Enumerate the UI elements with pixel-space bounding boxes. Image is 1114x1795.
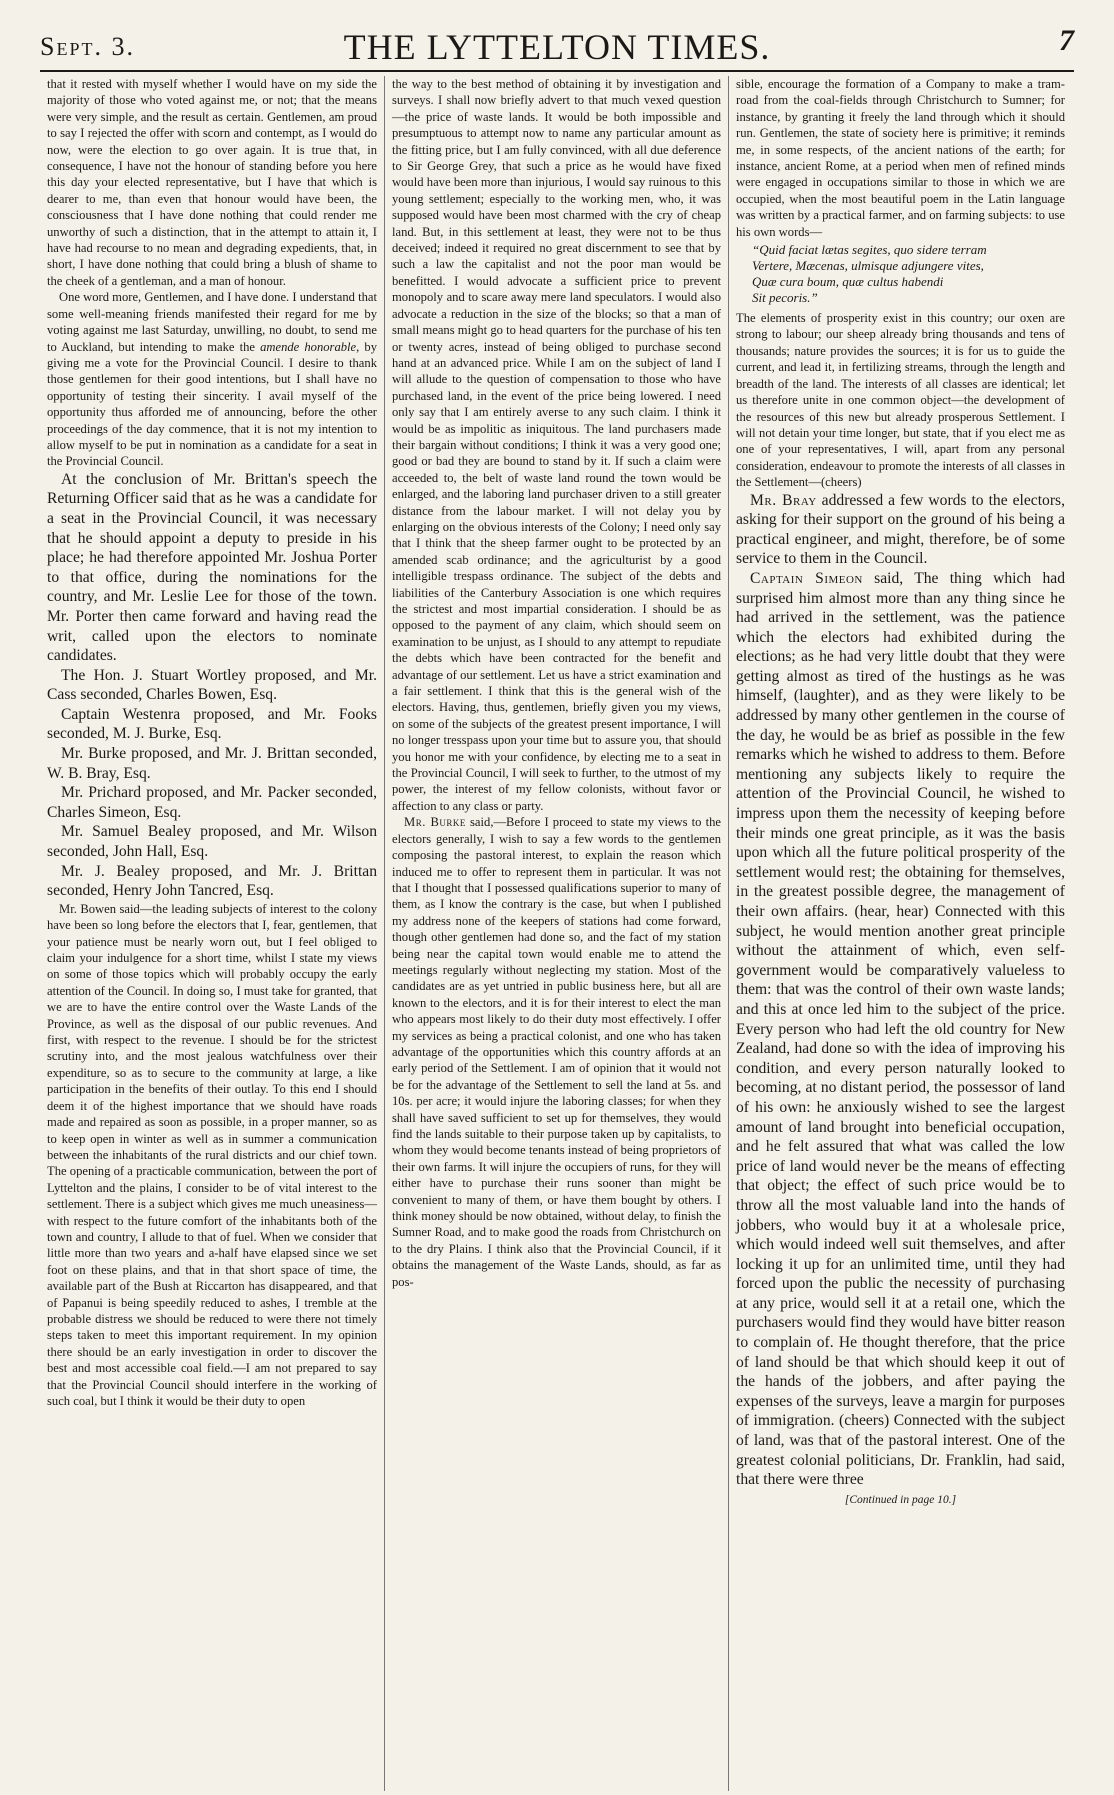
continued-speech xyxy=(736,76,1065,491)
paragraph: that it rested with myself whether I would have on my side the majority of those who voted against me, or not; that the means were very simple, and the result as certain. Gentlemen, am proud to say I rejected the offer with scorn and contempt, as I would do now, were the election to go over again. It is true that, in consequence, I have not the honour of standing before you here this day your elected representative, but I have that which is dearer to me, than even that honour would have been, the consciousness that I have done nothing that could render me unworthy of such a distinction, that in the attempt to attain it, I have had recourse to no mean and degrading expedients, that, in short, I have done nothing that could bring a blush of shame to the cheek of a gentleman, and a man of honour. xyxy=(47,77,377,288)
masthead xyxy=(40,24,1074,72)
nomination-line: Mr. Samuel Bealey proposed, and Mr. Wilson seconded, John Hall, Esq. xyxy=(47,823,377,861)
paragraph: At the conclusion of Mr. Brittan's speech the Returning Officer said that as he was a candidate for a seat in the Provincial Council, it was necessary that he should appoint a deputy to preside in his place; he had therefore appointed Mr. Joshua Porter to that office, during the nominations for the country, and Mr. Leslie Lee for those of the town. Mr. Porter then came forward and having read the writ, called upon the electors to nominate candidates. xyxy=(47,470,377,665)
nomination-line: Mr. J. Bealey proposed, and Mr. J. Brittan seconded, Henry John Tancred, Esq. xyxy=(47,862,377,900)
text-run: said, The thing which had surprised him almost more than any thing since he had arrived in the settlement, was the patience which the electors had exhibited during the elections; as he had very little doubt that they were getting almost as tired of the hustings as he was himself, (laughter), and as they were likely to be addressed by many other gentlemen in the course of the day, he would be as brief as possible in the few remarks which he wished to address to them. Before mentioning any subjects likely to require the attention of the Provincial Council, he wished to impress upon them the necessity of keeping before their minds one great principle, as it was the basis upon which all the future political prosperity of the settlement would rest; the obtaining for themselves, in the greatest possible degree, the management of their own affairs. (hear, hear) Connected with this subject, he would mention another great principle without the attainment of which, even self-government would be comparatively valueless to them: that was the control of their own waste lands; and this at once led him to the subject of the price. Every person who had left the old country for New Zealand, had done so with the idea of improving his condition, and every person naturally looked to becoming, at no distant period, the possessor of land of his own: he anxiously wished to see the largest amount of land brought into beneficial occupation, and he felt assured that what was called the low price of land would never be the means of effecting that object; the effect of such price would be to throw all the most valuable land into the hands of jobbers, who would buy it at a wholesale price, which would indeed well suit themselves, and after locking it up for an unlimited time, until they had forced upon the public the necessity of purchasing at any price, would sell it at a retail one, which the purchasers would find they would have bitter reason to complain of. He thought therefore, that the price of land should be that which should keep it out of the hands of the jobbers, and after paying the expenses of the surveys, leave a margin for purposes of immigration. (cheers) Connected with the subject of land, was that of the pastoral interest. One of the greatest colonial politicians, Dr. Franklin, had said, that there were three xyxy=(736,569,1065,1489)
paragraph: The elements of prosperity exist in this country; our oxen are strong to labour; our sheep already bring thousands and tens of thousands; nature provides the sources; it is for us to guide the current, and lead it, in fertilizing streams, through the length and breadth of the land. The interests of all classes are identical; let us therefore unite in one common object—the development of the resources of this new but already prosperous Settlement. I will not detain your time longer, but state, that if you elect me as one of your representatives, I will, apart from any personal consideration, endeavour to promote the interests of all classes in the Settlement—(cheers) xyxy=(736,311,1065,490)
newspaper-title: THE LYTTELTON TIMES. xyxy=(343,27,771,67)
paragraph xyxy=(47,289,377,469)
column-3 xyxy=(728,76,1072,1791)
quote-line: “Quid faciat lætas segites, quo sidere terram xyxy=(752,242,987,258)
speaker-name: Mr. Bray xyxy=(750,491,817,509)
paragraph: sible, encourage the formation of a Company to make a tram-road from the coal-fields through Christchurch to Sumner; for instance, by granting it freely the land through which it should run. Gentlemen, the state of society here is primitive; it reminds me, in some respects, of the ancient nations of the earth; for instance, ancient Rome, at a period when men of refined minds were engaged in occupations similar to those in which we are occupied, when the most beautiful poem in the Latin language was written by a practical farmer, and on farming subjects: to use his own words— xyxy=(736,77,1065,239)
article-columns xyxy=(40,76,1074,1791)
report-section xyxy=(47,470,377,901)
column-2 xyxy=(384,76,728,1791)
quote-line: Sit pecoris.” xyxy=(752,290,818,306)
page-number: 7 xyxy=(1059,24,1074,57)
italic-phrase: amende honorable xyxy=(260,339,357,354)
text-run: , by giving me a vote for the Provincial Council. I desire to thank those gentlemen for their good intentions, but I shall have no opportunity of testing their sincerity. I avail myself of the opportunity thus afforded me of announcing, before the other proceedings of the day commence, that it is not my intention to allow myself to be put in nomination as a candidate for a seat in the Provincial Council. xyxy=(47,339,377,469)
paragraph xyxy=(736,569,1065,1490)
continued-note: [Continued in page 10.] xyxy=(844,1493,957,1506)
quote-line: Quæ cura boum, quæ cultus habendi xyxy=(752,274,944,290)
paragraph xyxy=(392,814,721,1290)
report-section xyxy=(736,491,1065,1490)
latin-quotation xyxy=(736,240,1065,310)
paragraph xyxy=(736,491,1065,569)
text-run: said,—Before I proceed to state my views to the electors generally, I wish to say a few words to the gentlemen composing the pastoral interest, to explain the reason which induced me to offer to represent them in particular. It was not that I thought that I possessed qualifications superior to many of them, as I know the contrary is the case, but when I published my address none of the keepers of stations had come forward, though other gentlemen had done so, and the fact of my station being near the capital town would enable me to attend the meetings regularly without neglecting my station. Most of the candidates are as yet untried in public business here, but all are known to the electors, and it is for their interest to elect the man who appears most likely to do their duty most effectively. I offer my services as being a practical colonist, and one who has taken advantage of the opportunities which this country affords at an early period of the Settlement. I am of opinion that it would not be for the advantage of the Settlement to sell the land at 5s. and 10s. per acre; it would injure the laboring classes; for when they shall have saved sufficient to set up for themselves, they would find the lands suitable to their purpose taken up by capitalists, to whom they would become tenants instead of being proprietors of their own farms. It will injure the occupiers of runs, for they will either have to purchase their runs sooner than might be convenient to many of them, or have them bought by others. I think money should be now obtained, without delay, to finish the Sumner Road, and to make good the roads from Christchurch on to the dry Plains. I think also that the Provincial Council, if it obtains the management of the Waste Lands, should, as far as pos- xyxy=(392,815,721,1289)
paragraph: the way to the best method of obtaining it by investigation and surveys. I shall now briefly advert to that much vexed question—the price of waste lands. It would be both impossible and presumptuous to attempt now to name any particular amount as the fitting price, but I am fully convinced, with all due deference to Sir George Grey, that such a price as he would have fixed would have been more than injurious, I would say ruinous to this young settlement; especially to the working men, who, it was supposed would have been most charmed with the cry of cheap land. But, in this settlement at least, they were not to be thus deceived; indeed it required no great discernment to see that by such a law the capitalist and not the poor man would be benefitted. I would advocate a sufficient price to prevent monopoly and to scare away mere land speculators. I would also advocate a reduction in the size of the blocks; so that a man of small means might go to head quarters for the purchase of his ten or twenty acres, instead of being obliged to purchase second hand at an advanced price. While I am on the subject of land I will allude to the question of compensation to those who have purchased land, in the event of the price being lowered. I need only say that I am entirely averse to any such claim. I think it would be as impolitic as iniquitous. The land purchasers made their bargain without conditions; I think it was a very good one; good or bad they are bound to stand by it. If such a claim were acceeded to, the belt of waste land round the town would be enlarged, and the laboring land purchaser driven to a still greater distance from the labour market. I will not delay you by enlarging on the obvious interests of the Colony; I need only say that I think that the sheep farmer ought to be protected by an amended scab ordinance; and the agriculturist by a good intelligible trespass ordinance. The subject of the debts and liabilities of the Canterbury Association is one which requires the strictest and most impartial consideration. I should be as opposed to the payment of any claim, which should seem on examination to be unjust, as I should to any attempt to repudiate the debts which have been contracted for the benefit and advantage of our settlement. Let us have a strict examination and a fair settlement. I think that this is the general wish of the electors. Having, thus, gentlemen, briefly given you my views, on some of the subjects of the greatest present importance, I will no longer tresspass upon your time but to assure you, that should you honor me with your confidence, by electing me to a seat in the Provincial Council, I will seek to further, to the utmost of my power, the interest of my fellow colonists, without favor or affection to any class or party. xyxy=(392,77,721,813)
text-run: One word more, Gentlemen, and I have done. I understand that some well-meaning friends manifested their regard for me by voting against me last Saturday, unwilling, no doubt, to send me to Auckland, but intending to make the xyxy=(47,290,377,354)
speaker-name: Captain Simeon xyxy=(750,569,863,587)
issue-date: Sept. 3. xyxy=(40,32,135,61)
quote-line: Vertere, Mæcenas, ulmisque adjungere vites, xyxy=(752,258,984,274)
nomination-line: Captain Westenra proposed, and Mr. Fooks seconded, M. J. Burke, Esq. xyxy=(47,705,377,743)
paragraph: Mr. Bowen said—the leading subjects of interest to the colony have been so long before the electors that I, fear, gentlemen, that your patience must be nearly worn out, but I feel obliged to claim your indulgence for a short time, whilst I state my views on some of those topics which will probably occupy the early attention of the Council. In doing so, I must take for granted, that we are to have the entire control over the Waste Lands of the Province, as well as the disposal of our public revenues. And first, with respect to the revenue. I should be for the strictest scrutiny into, and the most jealous watchfulness over their expenditure, so as to secure to the community at large, a like participation in the benefits of their outlay. To this end I should deem it of the highest importance that we should have roads made and repaired as soon as possible, in a proper manner, so as to keep open in winter as well as in summer a communication between the inhabitants of the rural districts and our chief town. The opening of a practicable communication, between the port of Lyttelton and the plains, I consider to be of vital interest to the settlement. There is a subject which gives me much uneasiness—with respect to the future comfort of the inhabitants both of the town and country, I allude to that of fuel. When we consider that little more than two years and a-half have elapsed since we set foot on these plains, and that in that short space of time, the available part of the Bush at Riccarton has disappeared, and that of Papanui is being speedily reduced to ashes, I tremble at the probable distress we should be reduced to were there not timely steps taken to meet this important requirement. In my opinion there should be an early investigation in order to discover the best and most accessible coal field.—I am not prepared to say that the Provincial Council should interfere in the working of such coal, but I think it would be their duty to open xyxy=(47,901,377,1408)
column-1 xyxy=(40,76,384,1791)
nomination-line: The Hon. J. Stuart Wortley proposed, and Mr. Cass seconded, Charles Bowen, Esq. xyxy=(47,666,377,704)
text-run: addressed a few words to the electors, asking for their support on the ground of his being a practical engineer, and might, therefore, be of some service to them in the Council. xyxy=(736,491,1065,568)
speaker-name: Mr. Burke xyxy=(404,815,466,830)
nomination-line: Mr. Burke proposed, and Mr. J. Brittan seconded, W. B. Bray, Esq. xyxy=(47,745,377,782)
nomination-line: Mr. Prichard proposed, and Mr. Packer seconded, Charles Simeon, Esq. xyxy=(47,784,377,821)
